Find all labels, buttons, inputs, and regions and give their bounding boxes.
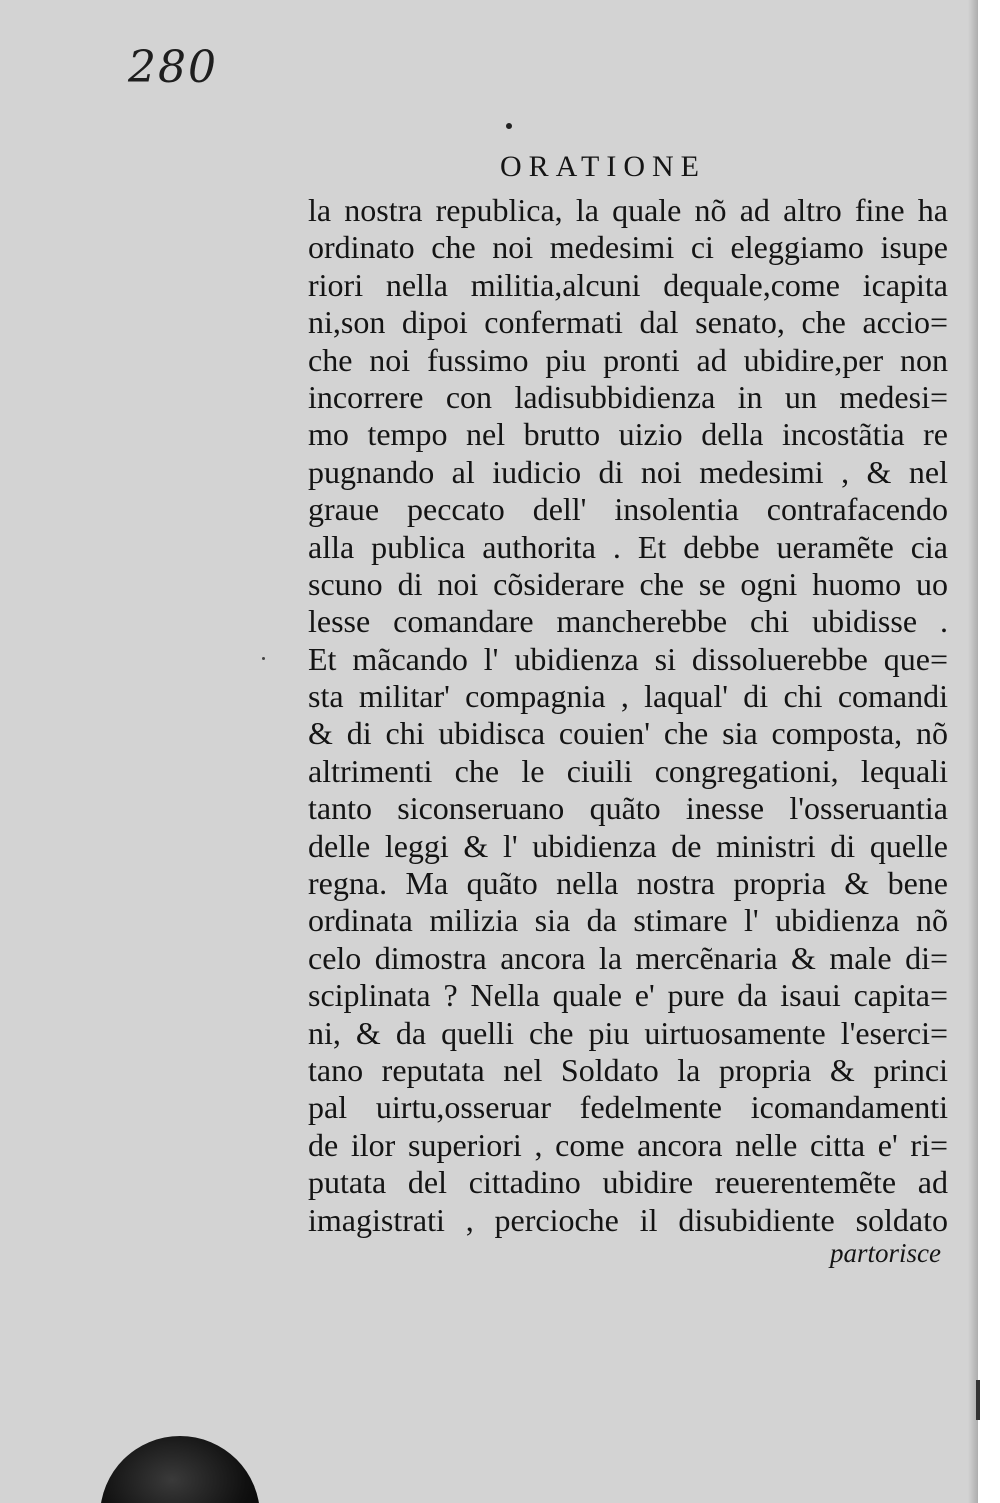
text-line: pugnando al iudicio di noi medesimi , & nel [308, 453, 948, 490]
ink-speck [262, 657, 265, 660]
page-gutter-shadow [968, 0, 978, 1503]
text-line: alla publica authorita . Et debbe ueramẽte cia [308, 528, 948, 565]
text-line: ordinato che noi medesimi ci eleggiamo isupe [308, 229, 948, 266]
text-line: de ilor superiori , come ancora nelle citta e' ri= [308, 1126, 948, 1163]
text-line: lesse comandare mancherebbe chi ubidisse . [308, 603, 948, 640]
text-line: tano reputata nel Soldato la propria & princi [308, 1051, 948, 1088]
text-line: incorrere con ladisubbidienza in un medesi= [308, 378, 948, 415]
text-line: mo tempo nel brutto uizio della incostãtia re [308, 416, 948, 453]
text-line: riori nella militia,alcuni dequale,come icapita [308, 266, 948, 303]
text-line: ordinata milizia sia da stimare l' ubidienza nõ [308, 902, 948, 939]
body-text [308, 192, 948, 1239]
running-head: ORATIONE [500, 150, 706, 183]
text-line: altrimenti che le ciuili congregationi, lequali [308, 752, 948, 789]
text-line: delle leggi & l' ubidienza de ministri di quelle [308, 827, 948, 864]
text-line: scuno di noi cõsiderare che se ogni huomo uo [308, 565, 948, 602]
text-line: sciplinata ? Nella quale e' pure da isaui capita= [308, 977, 948, 1014]
text-line: graue peccato dell' insolentia contrafacendo [308, 491, 948, 528]
text-line: pal uirtu,osseruar fedelmente icomandamenti [308, 1089, 948, 1126]
margin-mark [976, 1380, 980, 1420]
text-line: putata del cittadino ubidire reuerentemẽte ad [308, 1164, 948, 1201]
text-line: che noi fussimo piu pronti ad ubidire,per non [308, 341, 948, 378]
text-line: & di chi ubidisca couien' che sia composta, nõ [308, 715, 948, 752]
page-edge [978, 0, 1000, 1503]
text-line: imagistrati , percioche il disubidiente soldato [308, 1201, 948, 1238]
thumb-shadow [100, 1436, 260, 1503]
page-number: 280 [128, 42, 218, 93]
text-line: celo dimostra ancora la mercẽnaria & male di= [308, 939, 948, 976]
text-line: regna. Ma quãto nella nostra propria & bene [308, 865, 948, 902]
ink-dot [506, 123, 512, 129]
text-line: tanto siconseruano quãto inesse l'osseruantia [308, 790, 948, 827]
text-line: ni,son dipoi confermati dal senato, che accio= [308, 304, 948, 341]
catchword: partorisce [830, 1238, 941, 1268]
text-line: la nostra republica, la quale nõ ad altro fine ha [308, 192, 948, 228]
text-line: Et mãcando l' ubidienza si dissoluerebbe que= [308, 640, 948, 677]
text-line: ni, & da quelli che piu uirtuosamente l'eserci= [308, 1014, 948, 1051]
text-line: sta militar' compagnia , laqual' di chi comandi [308, 678, 948, 715]
